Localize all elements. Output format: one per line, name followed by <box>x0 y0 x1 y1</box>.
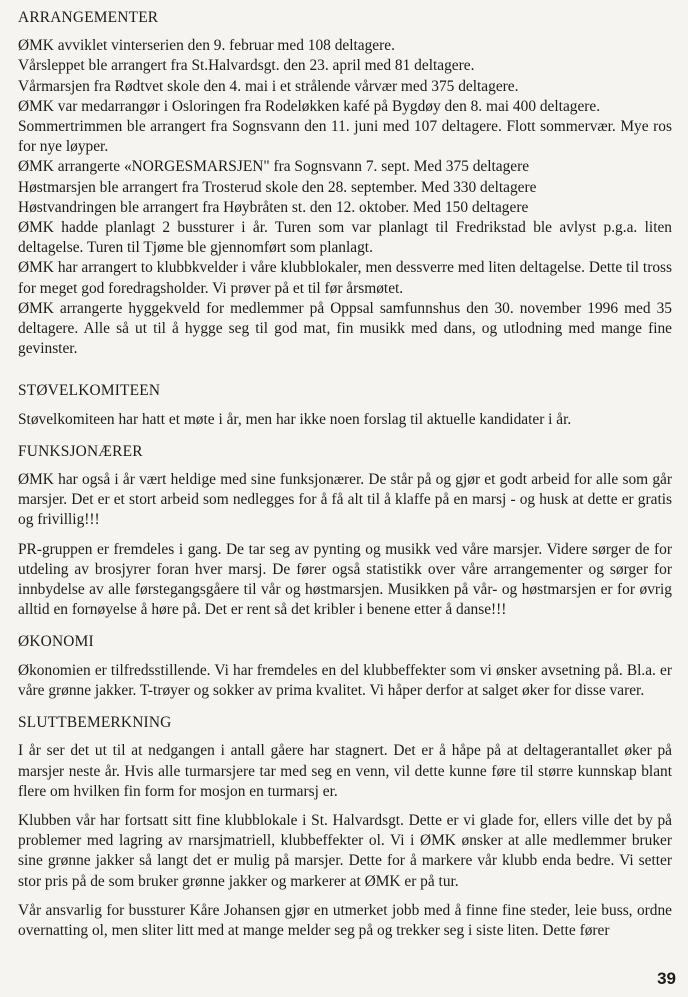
text-line: ØMK arrangerte «NORGESMARSJEN" fra Sognsvann 7. sept. Med 375 deltagere <box>18 158 530 176</box>
section-sluttbemerkning <box>18 713 672 941</box>
section-heading: SLUTTBEMERKNING <box>18 714 172 732</box>
page-number: 39 <box>657 969 676 988</box>
section-okonomi <box>18 632 672 701</box>
paragraph: Vår ansvarlig for bussturer Kåre Johansen gjør en utmerket jobb med å finne fine steder, leie buss, ordne overnatting ol, men sliter litt med at mange melder seg på og trekker seg i siste liten. Dette fører <box>18 901 672 939</box>
section-heading: ARRANGEMENTER <box>18 9 159 26</box>
paragraph: I år ser det ut til at nedgangen i antall gåere har stagnert. Det er å håpe på at deltagerantallet øker på marsjer neste år. Hvis alle turmarsjere tar med seg en venn, vil dette kunne føre til større kunnskap blant flere om hvilken fin form for mosjon en turmarsj er. <box>18 742 672 800</box>
text-line: ØMK hadde planlagt 2 bussturer i år. Turen som var planlagt til Fredrikstad ble avlyst p.g.a. liten deltagelse. Turen til Tjøme ble gjennomført som planlagt. <box>18 219 672 257</box>
section-heading: ØKONOMI <box>18 633 94 651</box>
section-heading: STØVELKOMITEEN <box>18 382 161 400</box>
page-content <box>18 8 672 953</box>
paragraph: Støvelkomiteen har hatt et møte i år, men har ikke noen forslag til aktuelle kandidater i år. <box>18 410 572 428</box>
section-funksjonaerer <box>18 442 672 621</box>
paragraph: PR-gruppen er fremdeles i gang. De tar seg av pynting og musikk ved våre marsjer. Videre sørger de for utdeling av brosjyrer foran hver marsj. De fører også statistikk over våre arrangementer og sørger for innbydelse av alle førstegangsgåere til vår og høstmarsjen. Musikken på vår- og høstmarsjen er for øvrig alltid en fornøyelse å høre på. Det er rent så det kribler i benene etter å danse!!! <box>18 540 672 619</box>
text-line: Vårsleppet ble arrangert fra St.Halvardsgt. den 23. april med 81 deltagere. <box>18 57 475 75</box>
paragraph: Økonomien er tilfredsstillende. Vi har fremdeles en del klubbeffekter som vi ønsker avsetning på. Bl.a. er våre grønne jakker. T-trøyer og sokker av prima kvalitet. Vi håper derfor at salget øker for disse varer. <box>18 661 672 699</box>
text-line: ØMK var medarrangør i Osloringen fra Rodeløkken kafé på Bygdøy den 8. mai 400 deltagere. <box>18 97 601 115</box>
section-stovelkomiteen <box>18 381 672 429</box>
text-line: Vårmarsjen fra Rødtvet skole den 4. mai i et strålende vårvær med 375 deltagere. <box>18 77 519 95</box>
text-line: Høstvandringen ble arrangert fra Høybråten st. den 12. oktober. Med 150 deltagere <box>18 198 529 216</box>
section-heading: FUNKSJONÆRER <box>18 442 143 460</box>
text-line: Sommertrimmen ble arrangert fra Sognsvann den 11. juni med 107 deltagere. Flott sommervær. Mye ros for nye løyper. <box>18 118 672 156</box>
text-line: ØMK arrangerte hyggekveld for medlemmer på Oppsal samfunnshus den 30. november 1996 med 35 deltagere. Alle så ut til å hygge seg til god mat, fin musikk med dans, og utlodning med mange fine gevinster. <box>18 299 672 358</box>
text-line: ØMK avviklet vinterserien den 9. februar med 108 deltagere. <box>18 37 395 55</box>
paragraph: ØMK har også i år vært heldige med sine funksjonærer. De står på og gjør et godt arbeid for alle som går marsjer. Det er et stort arbeid som nedlegges for å få alt til å klaffe på en marsj - og husk at dette er gratis og frivillig!!! <box>18 471 672 529</box>
section-arrangementer <box>18 8 672 359</box>
text-line: Høstmarsjen ble arrangert fra Trosterud skole den 28. september. Med 330 deltagere <box>18 178 537 196</box>
paragraph: Klubben vår har fortsatt sitt fine klubblokale i St. Halvardsgt. Dette er vi glade for, ellers ville det by på problemer med lagring av rnarsjmatriell, klubbeffekter ol. Vi i ØMK ønsker at alle medlemmer bruker sine grønne jakker så langt det er mulig på marsjer. Dette for å markere vår klubb enda bedre. Vi setter stor pris på de som bruker grønne jakker og markerer at ØMK er på tur. <box>18 811 672 890</box>
text-line: ØMK har arrangert to klubbkvelder i våre klubblokaler, men dessverre med liten deltagelse. Dette til tross for meget god foredragsholder. Vi prøver på et til før årsmøtet. <box>18 259 672 297</box>
